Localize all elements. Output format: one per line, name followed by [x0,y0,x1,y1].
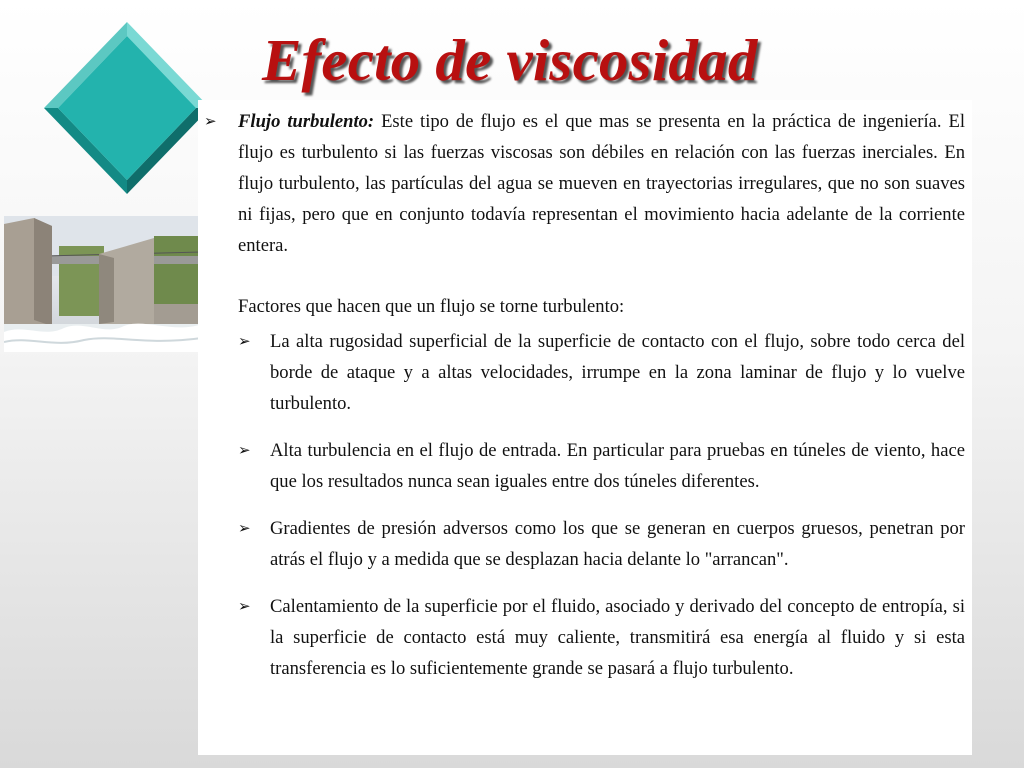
arrowhead-bullet-icon: ➢ [238,597,251,615]
weir-photo [4,216,202,352]
turbulent-flow-label: Flujo turbulento: [238,111,375,132]
teal-diamond-icon [44,22,210,194]
factor-item [238,513,965,575]
arrowhead-bullet-icon: ➢ [238,441,251,459]
factor-text: La alta rugosidad superficial de la superficie de contacto con el flujo, sobre todo cerca del borde de ataque y a altas velocidades, irrumpe en la zona laminar de flujo y lo vuelve turbulento. [270,331,965,414]
arrowhead-bullet-icon: ➢ [238,332,251,350]
factor-text: Calentamiento de la superficie por el fluido, asociado y derivado del concepto de entropía, si la superficie de contacto está muy caliente, transmitirá esa energía al fluido y si esta transferencia es lo suficientemente grande se pasará a flujo turbulento. [270,596,965,679]
turbulent-flow-paragraph [204,106,965,261]
arrowhead-bullet-icon: ➢ [238,519,251,537]
arrowhead-bullet-icon: ➢ [204,112,217,130]
factor-item [238,326,965,419]
factors-heading: Factores que hacen que un flujo se torne turbulento: [238,296,625,317]
factor-item [238,591,965,684]
content-panel [198,100,972,755]
factors-list [238,326,965,684]
factor-text: Alta turbulencia en el flujo de entrada. En particular para pruebas en túneles de viento, hace que los resultados nunca sean iguales entre dos túneles diferentes. [270,440,965,492]
factor-item [238,435,965,497]
diamond-face [58,36,196,180]
turbulent-flow-text: Este tipo de flujo es el que mas se presenta en la práctica de ingeniería. El flujo es turbulento si las fuerzas viscosas son débiles en relación con las fuerzas inerciales. En flujo turbulento, las partículas del agua se mueven en trayectorias irregulares, que no son suaves ni fijas, pero que en conjunto todavía representan el movimiento hacia adelante de la corriente entera. [238,111,965,256]
slide-title: Efecto de viscosidad [262,27,758,93]
factor-text: Gradientes de presión adversos como los que se generan en cuerpos gruesos, penetran por atrás el flujo y a medida que se desplazan hacia delante lo "arrancan". [270,518,965,570]
